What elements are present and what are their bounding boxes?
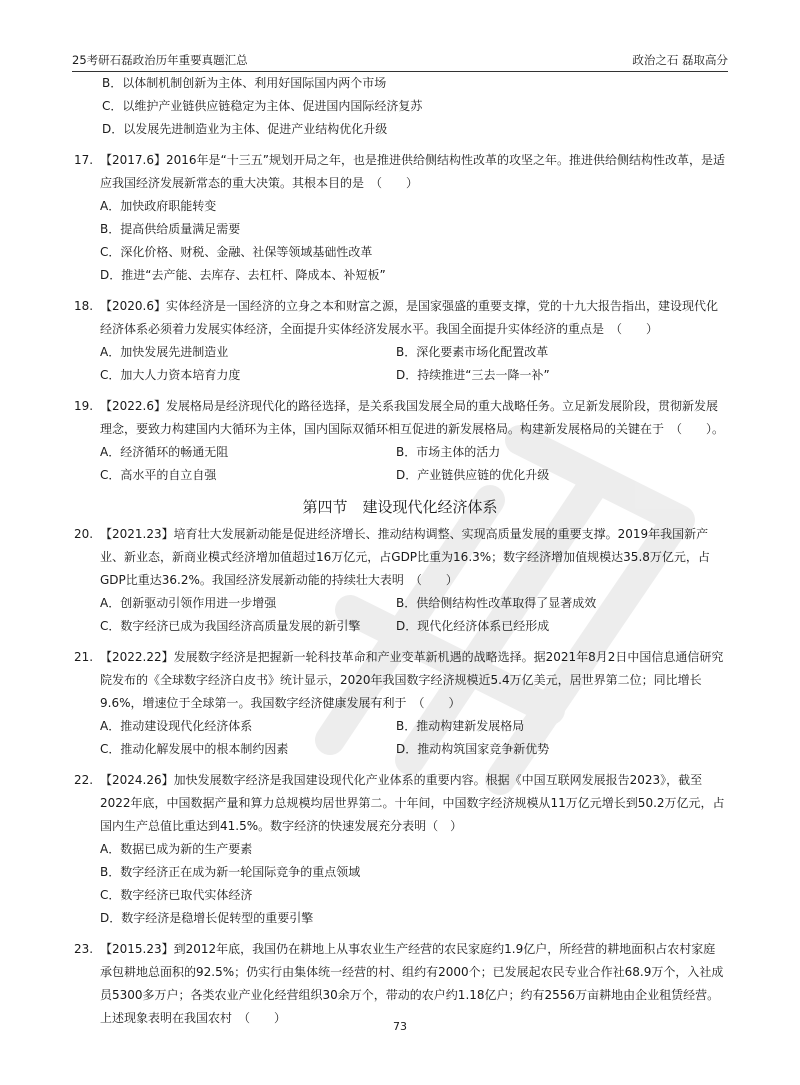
option-c: C．深化价格、财税、金融、社保等领域基础性改革	[100, 245, 373, 259]
option-a: A．推动建设现代化经济体系	[100, 719, 253, 733]
question-text: 【2022.22】发展数字经济是把握新一轮科技革命和产业变革新机遇的战略选择。据2021年8月2日中国信息通信研究院发布的《全球数字经济白皮书》统计显示，2020年我国数字经济规模近5.4万亿美元，居世界第二位；同比增长9.6%，增速位于全球第一。我国数字经济健康发展有利于 （ ）	[100, 650, 724, 710]
option-a: A．加快发展先进制造业	[100, 345, 229, 359]
question-stem	[74, 149, 726, 195]
question-21	[74, 646, 726, 761]
option-d: D．以发展先进制造业为主体、促进产业结构优化升级	[102, 122, 388, 136]
header-left-title: 25考研石磊政治历年重要真题汇总	[72, 53, 248, 67]
question-number: 23.	[74, 942, 94, 956]
question-19	[74, 395, 726, 487]
question-number: 17.	[74, 153, 94, 167]
question-stem	[74, 395, 726, 441]
question-stem	[74, 295, 726, 341]
question-23	[74, 938, 726, 1030]
option-d: D．持续推进“三去一降一补”	[396, 368, 550, 382]
option-a: A．创新驱动引领作用进一步增强	[100, 596, 277, 610]
section-title: 第四节 建设现代化经济体系	[302, 498, 498, 516]
option-d: D．现代化经济体系已经形成	[396, 619, 550, 633]
question-options	[74, 715, 726, 761]
option-c: C．以维护产业链供应链稳定为主体、促进国内国际经济复苏	[102, 99, 423, 113]
option-a: A．加快政府职能转变	[100, 199, 217, 213]
previous-question-options	[74, 72, 726, 141]
option-b: B．市场主体的活力	[396, 445, 501, 459]
option-b: B．以体制机制创新为主体、利用好国际国内两个市场	[102, 76, 387, 90]
question-18	[74, 295, 726, 387]
option-d: D．推进“去产能、去库存、去杠杆、降成本、补短板”	[100, 268, 386, 282]
question-text: 【2020.6】实体经济是一国经济的立身之本和财富之源，是国家强盛的重要支撑，党的十九大报告指出，建设现代化经济体系必须着力发展实体经济，全面提升实体经济发展水平。我国全面提升实体经济的重点是 （ ）	[100, 299, 718, 336]
question-text: 【2017.6】2016年是“十三五”规划开局之年，也是推进供给侧结构性改革的攻坚之年。推进供给侧结构性改革，是适应我国经济发展新常态的重大决策。其根本目的是 （ ）	[100, 153, 725, 190]
question-options	[74, 592, 726, 638]
option-d: D．数字经济是稳增长促转型的重要引擎	[100, 911, 314, 925]
question-options	[74, 341, 726, 387]
option-a: A．经济循环的畅通无阻	[100, 445, 229, 459]
question-text: 【2015.23】到2012年底，我国仍在耕地上从事农业生产经营的农民家庭约1.9亿户，所经营的耕地面积占农村家庭承包耕地总面积的92.5%；仍实行由集体统一经营的村、组约有2000个；已发展起农民专业合作社68.9万个，入社成员5300多万户；各类农业产业化经营组织30余万个，带动的农户约1.18亿户；约有2556万亩耕地由企业租赁经营。上述现象表明在我国农村 （ ）	[100, 942, 724, 1025]
page-header	[72, 48, 728, 72]
question-number: 21.	[74, 650, 94, 664]
option-d: D．推动构筑国家竞争新优势	[396, 742, 550, 756]
question-options	[74, 838, 726, 930]
question-options	[74, 441, 726, 487]
option-a: A．数据已成为新的生产要素	[100, 842, 253, 856]
question-stem	[74, 938, 726, 1030]
question-22	[74, 769, 726, 930]
question-stem	[74, 523, 726, 592]
option-c: C．加大人力资本培育力度	[100, 368, 241, 382]
question-text: 【2024.26】加快发展数字经济是我国建设现代化产业体系的重要内容。根据《中国互联网发展报告2023》，截至2022年底，中国数据产量和算力总规模均居世界第二。十年间，中国数字经济规模从11万亿元增长到50.2万亿元，占国内生产总值比重达到41.5%。数字经济的快速发展充分表明（ ）	[100, 773, 725, 833]
question-text: 【2021.23】培育壮大发展新动能是促进经济增长、推动结构调整、实现高质量发展的重要支撑。2019年我国新产业、新业态，新商业模式经济增加值超过16万亿元，占GDP比重为16.3%；数字经济增加值规模达35.8万亿元，占GDP比重达36.2%。我国经济发展新动能的持续壮大表明 （ ）	[100, 527, 710, 587]
page-content	[74, 72, 726, 1030]
question-text: 【2022.6】发展格局是经济现代化的路径选择，是关系我国发展全局的重大战略任务。立足新发展阶段，贯彻新发展理念，要致力构建国内大循环为主体，国内国际双循环相互促进的新发展格局。构建新发展格局的关键在于 （ ）。	[100, 399, 725, 436]
option-b: B．数字经济正在成为新一轮国际竞争的重点领域	[100, 865, 361, 879]
option-c: C．推动化解发展中的根本制约因素	[100, 742, 289, 756]
page-number: 73	[393, 1020, 407, 1033]
question-17	[74, 149, 726, 287]
option-b: B．供给侧结构性改革取得了显著成效	[396, 596, 597, 610]
question-options	[74, 195, 726, 287]
question-20	[74, 523, 726, 638]
question-number: 19.	[74, 399, 94, 413]
header-right-slogan: 政治之石 磊取高分	[632, 53, 728, 67]
option-c: C．数字经济已取代实体经济	[100, 888, 253, 902]
question-number: 20.	[74, 527, 94, 541]
question-number: 18.	[74, 299, 94, 313]
option-b: B．推动构建新发展格局	[396, 719, 525, 733]
option-b: B．深化要素市场化配置改革	[396, 345, 549, 359]
option-b: B．提高供给质量满足需要	[100, 222, 241, 236]
option-d: D．产业链供应链的优化升级	[396, 468, 550, 482]
option-c: C．高水平的自立自强	[100, 468, 217, 482]
question-stem	[74, 769, 726, 838]
question-stem	[74, 646, 726, 715]
question-number: 22.	[74, 773, 94, 787]
option-c: C．数字经济已成为我国经济高质量发展的新引擎	[100, 619, 361, 633]
